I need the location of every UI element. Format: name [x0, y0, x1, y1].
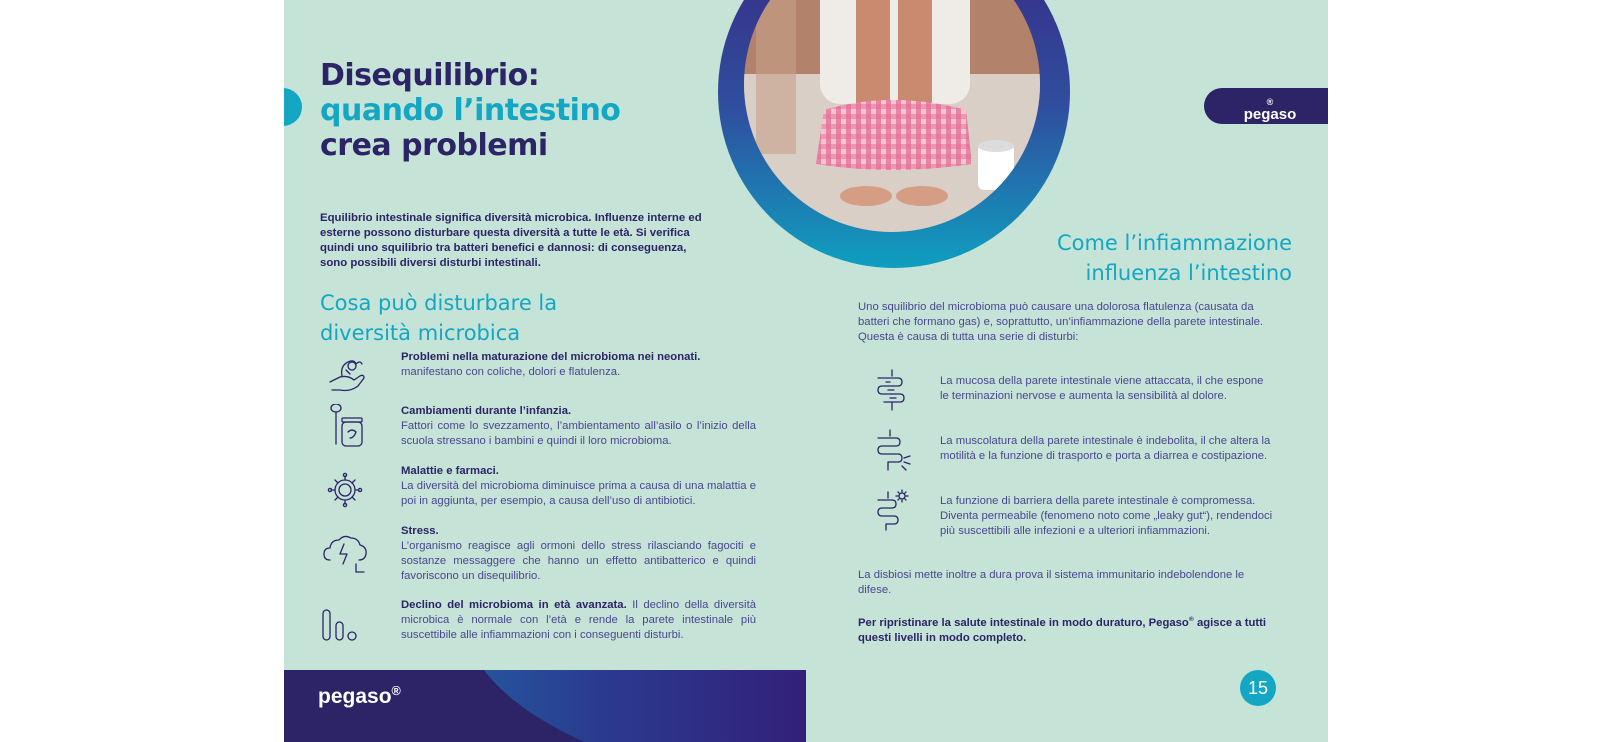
- heading-line: Come l’infiammazione: [1056, 231, 1292, 255]
- registered-mark: ®: [391, 684, 401, 698]
- section-heading: [320, 288, 557, 348]
- page-title: [320, 58, 620, 163]
- registered-mark: ®: [1188, 616, 1194, 623]
- item-body: La diversità del microbioma diminuisce prima a causa di una malattia e poi in aggiunta, per esempio, a causa dell’uso di antibiotici.: [401, 480, 756, 507]
- item-body: L’organismo reagisce agli ormoni dello stress rilasciando fagociti e sostanze messaggere che hanno un effetto antibatterico e quindi favoriscono un disequilibrio.: [401, 540, 756, 582]
- heading-line: influenza l’intestino: [1085, 261, 1292, 285]
- item-body: manifestano con coliche, dolori e flatulenza.: [401, 366, 621, 378]
- toilet-photo-circle: [716, 0, 1072, 270]
- closing-text: agisce a tutti questi livelli in modo completo.: [858, 616, 1267, 644]
- item-text: [401, 350, 756, 380]
- title-line: Disequilibrio:: [320, 58, 540, 93]
- item-text: [401, 524, 756, 584]
- item-title: Declino del microbioma in età avanzata.: [401, 599, 627, 611]
- heading-line: diversità microbica: [320, 321, 521, 345]
- item-title: Stress.: [401, 525, 439, 537]
- brand-logo: [318, 684, 401, 709]
- item-body: Fattori come lo svezzamento, l’ambientamento all’asilo o l’inizio della scuola stressano i bambini e quindi il loro microbioma.: [401, 420, 756, 447]
- page-number: 15: [1240, 670, 1276, 706]
- item-body: Il declino della diversità microbica è normale con l’età e rende la parete intestinale più suscettibile alle infiammazioni con i conseguenti disturbi.: [401, 599, 756, 641]
- brand-name: pegaso: [318, 685, 392, 708]
- heading-line: Cosa può disturbare la: [320, 291, 558, 315]
- closing-text: Per ripristinare la salute intestinale in modo duraturo, Pegaso: [858, 616, 1189, 629]
- decline-bars-icon: [320, 608, 370, 652]
- stress-cloud-icon: [320, 530, 370, 574]
- intro-paragraph: Uno squilibrio del microbioma può causare una dolorosa flatulenza (causata da batteri che formano gas) e, soprattutto, un’infiammazione della parete intestinale. Questa è causa di tutta una serie di disturbi:: [858, 301, 1264, 343]
- brand-name: pegaso: [1243, 106, 1297, 123]
- registered-mark: ®: [1266, 97, 1274, 107]
- item-text: La muscolatura della parete intestinale è indebolita, il che altera la motilità e la funzione di trasporto e porta a diarrea e costipazione.: [940, 435, 1271, 462]
- intestine-barrier-icon: [872, 488, 912, 532]
- intro-paragraph: Equilibrio intestinale significa diversità microbica. Influenze interne ed esterne possono disturbare questa diversità a tutte le età. Si verifica quindi uno squilibrio tra batteri benefici e dannosi: di conseguenza, sono possibili diversi disturbi intestinali.: [320, 212, 702, 269]
- item-text: [401, 464, 756, 509]
- baby-food-jar-icon: [320, 404, 370, 448]
- intestine-motility-icon: [872, 428, 912, 472]
- brand-pill: [1204, 88, 1328, 124]
- outro-paragraph: La disbiosi mette inoltre a dura prova il sistema immunitario indebolendone le difese.: [858, 569, 1245, 596]
- item-text: La mucosa della parete intestinale viene attaccata, il che espone le terminazioni nervose e aumenta la sensibilità al dolore.: [940, 375, 1264, 402]
- decorative-dot: [284, 88, 302, 126]
- closing-statement: [858, 612, 1278, 646]
- item-text: [401, 404, 756, 449]
- item-text: [401, 598, 756, 643]
- title-line: crea problemi: [320, 128, 548, 163]
- item-title: Cambiamenti durante l’infanzia.: [401, 405, 572, 417]
- title-line: quando l’intestino: [320, 93, 621, 128]
- virus-icon: [320, 464, 370, 508]
- intestine-wall-icon: [872, 368, 912, 412]
- item-title: Problemi nella maturazione del microbioma nei neonati.: [401, 351, 701, 363]
- item-text: La funzione di barriera della parete intestinale è compromessa. Diventa permeabile (fenomeno noto come „leaky gut“), rendendoci più suscettibili alle infezioni e a ulteriori infiammazioni.: [940, 495, 1273, 537]
- baby-hand-icon: [320, 350, 370, 394]
- brochure-spread: [284, 0, 1328, 742]
- section-heading: [1057, 228, 1292, 288]
- item-title: Malattie e farmaci.: [401, 465, 499, 477]
- brand-pill-text: [1204, 97, 1328, 123]
